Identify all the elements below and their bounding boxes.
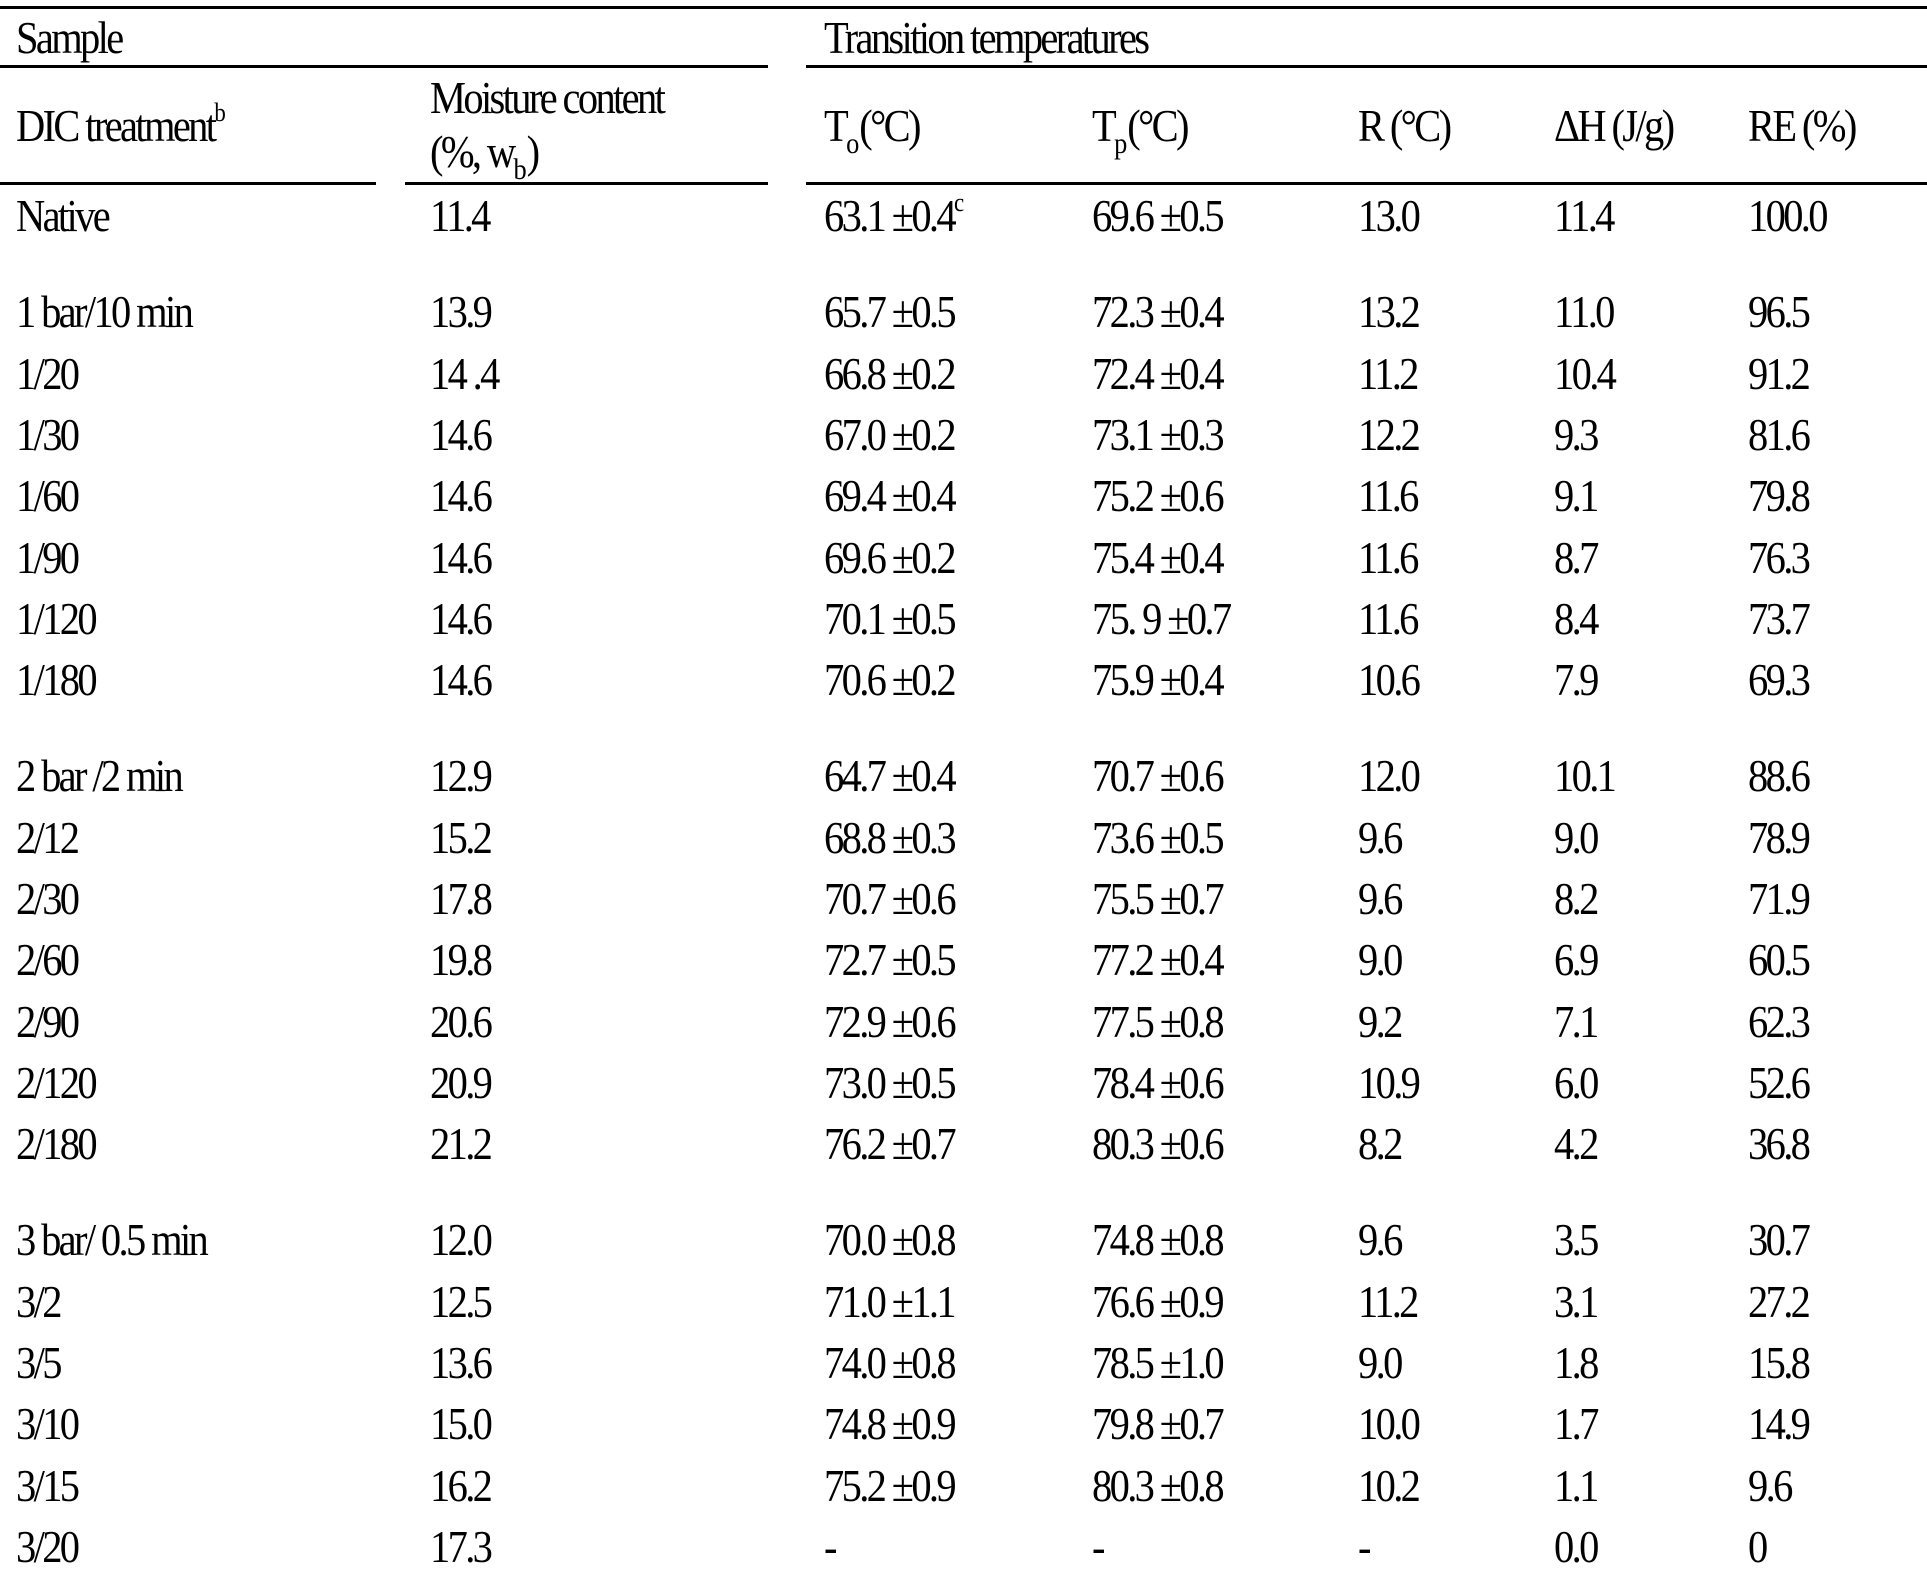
cell-to: 65.7 ±0.5 xyxy=(824,286,955,337)
cell-dh: 0.0 xyxy=(1554,1521,1597,1572)
cell-re: 0 xyxy=(1748,1521,1766,1572)
col-header-dic-treatment xyxy=(16,100,226,152)
cell-re: 78.9 xyxy=(1748,812,1809,863)
cell-to: 73.0 ±0.5 xyxy=(824,1057,955,1108)
cell-re: 62.3 xyxy=(1748,996,1809,1047)
cell-re: 27.2 xyxy=(1748,1276,1809,1327)
footnote-c: c xyxy=(954,188,965,217)
cell-to: 69.4 ±0.4 xyxy=(824,470,955,521)
cell-re: 52.6 xyxy=(1748,1057,1809,1108)
cell-treatment: 2 bar /2 min xyxy=(16,750,182,801)
col-header-moisture-line2: (%, $w_b$) xyxy=(430,126,538,186)
cell-r: - xyxy=(1358,1521,1369,1572)
cell-moisture: 14.6 xyxy=(430,654,491,705)
group-header-sample: Sample xyxy=(16,12,122,63)
cell-r: 8.2 xyxy=(1358,1118,1401,1169)
cell-moisture: 14 .4 xyxy=(430,348,498,399)
cell-re: 73.7 xyxy=(1748,593,1809,644)
cell-dh: 3.5 xyxy=(1554,1214,1597,1265)
cell-moisture: 12.5 xyxy=(430,1276,491,1327)
cell-dh: 7.1 xyxy=(1554,996,1597,1047)
cell-tp: 75.9 ±0.4 xyxy=(1092,654,1223,705)
cell-treatment: 2/180 xyxy=(16,1118,96,1169)
cell-tp: 69.6 ±0.5 xyxy=(1092,190,1223,241)
cell-to: 74.0 ±0.8 xyxy=(824,1337,955,1388)
cell-treatment: 1/120 xyxy=(16,593,96,644)
cell-moisture: 17.8 xyxy=(430,873,491,924)
cell-dh: 8.4 xyxy=(1554,593,1597,644)
cell-to: 70.0 ±0.8 xyxy=(824,1214,955,1265)
footnote-b: b xyxy=(214,98,226,127)
col-header-to: $T_o(^\circ C)$ xyxy=(824,100,919,160)
cell-to: 70.1 ±0.5 xyxy=(824,593,955,644)
cell-moisture: 19.8 xyxy=(430,934,491,985)
cell-re: 30.7 xyxy=(1748,1214,1809,1265)
cell-treatment: 1 bar/10 min xyxy=(16,286,192,337)
cell-treatment: 2/90 xyxy=(16,996,78,1047)
cell-tp: 78.5 ±1.0 xyxy=(1092,1337,1223,1388)
cell-re: 88.6 xyxy=(1748,750,1809,801)
cell-treatment: 1/20 xyxy=(16,348,78,399)
cell-r: 11.2 xyxy=(1358,1276,1417,1327)
cell-re: 96.5 xyxy=(1748,286,1809,337)
cell-dh: 4.2 xyxy=(1554,1118,1597,1169)
cell-tp: 77.5 ±0.8 xyxy=(1092,996,1223,1047)
cell-tp: 73.6 ±0.5 xyxy=(1092,812,1223,863)
cell-treatment: 1/90 xyxy=(16,532,78,583)
cell-moisture: 13.6 xyxy=(430,1337,491,1388)
cell-moisture: 21.2 xyxy=(430,1118,491,1169)
cell-to: 71.0 ±1.1 xyxy=(824,1276,955,1327)
cell-moisture: 16.2 xyxy=(430,1460,491,1511)
cell-tp: 75.5 ±0.7 xyxy=(1092,873,1223,924)
cell-r: 12.2 xyxy=(1358,409,1419,460)
cell-tp: 75. 9 ±0.7 xyxy=(1092,593,1230,644)
cell-dh: 9.1 xyxy=(1554,470,1597,521)
cell-to: 67.0 ±0.2 xyxy=(824,409,955,460)
cell-r: 10.0 xyxy=(1358,1398,1419,1449)
cell-moisture: 11.4 xyxy=(430,190,489,241)
cell-dh: 8.2 xyxy=(1554,873,1597,924)
cell-to: 72.9 ±0.6 xyxy=(824,996,955,1047)
col-header-tp: $T_p(^\circ C)$ xyxy=(1092,100,1187,160)
cell-r: 9.6 xyxy=(1358,812,1401,863)
group-header-transition: Transition temperatures xyxy=(824,12,1148,63)
cell-r: 11.6 xyxy=(1358,593,1417,644)
cell-treatment: 3/10 xyxy=(16,1398,78,1449)
cell-moisture: 17.3 xyxy=(430,1521,491,1572)
cell-moisture: 14.6 xyxy=(430,532,491,583)
cell-moisture: 12.0 xyxy=(430,1214,491,1265)
cell-re: 91.2 xyxy=(1748,348,1809,399)
cell-r: 9.6 xyxy=(1358,873,1401,924)
cell-moisture: 12.9 xyxy=(430,750,491,801)
cell-r: 13.2 xyxy=(1358,286,1419,337)
cell-re: 100.0 xyxy=(1748,190,1826,241)
cell-to: 75.2 ±0.9 xyxy=(824,1460,955,1511)
cell-dh: 1.8 xyxy=(1554,1337,1597,1388)
cell-tp: 80.3 ±0.6 xyxy=(1092,1118,1223,1169)
cell-r: 10.9 xyxy=(1358,1057,1419,1108)
cell-tp: 78.4 ±0.6 xyxy=(1092,1057,1223,1108)
cell-re: 79.8 xyxy=(1748,470,1809,521)
cell-moisture: 13.9 xyxy=(430,286,491,337)
col-header-dic-treatment-label: DIC treatment xyxy=(16,100,215,151)
cell-dh: 6.0 xyxy=(1554,1057,1597,1108)
cell-to: 76.2 ±0.7 xyxy=(824,1118,955,1169)
cell-to: 64.7 ±0.4 xyxy=(824,750,955,801)
cell-treatment: 2/60 xyxy=(16,934,78,985)
cell-treatment: 3/2 xyxy=(16,1276,60,1327)
cell-treatment: 3 bar/ 0.5 min xyxy=(16,1214,207,1265)
cell-dh: 10.4 xyxy=(1554,348,1615,399)
cell-tp: 75.4 ±0.4 xyxy=(1092,532,1223,583)
cell-tp: 70.7 ±0.6 xyxy=(1092,750,1223,801)
cell-re: 15.8 xyxy=(1748,1337,1809,1388)
cell-moisture: 20.6 xyxy=(430,996,491,1047)
cell-re: 36.8 xyxy=(1748,1118,1809,1169)
cell-treatment: 2/12 xyxy=(16,812,78,863)
cell-re: 9.6 xyxy=(1748,1460,1791,1511)
cell-dh: 3.1 xyxy=(1554,1276,1597,1327)
col-header-dh: ΔH (J/g) xyxy=(1554,100,1673,151)
cell-dh: 6.9 xyxy=(1554,934,1597,985)
cell-to: 70.7 ±0.6 xyxy=(824,873,955,924)
cell-re: 60.5 xyxy=(1748,934,1809,985)
cell-r: 9.2 xyxy=(1358,996,1401,1047)
transition-group-rule xyxy=(806,65,1927,68)
cell-moisture: 14.6 xyxy=(430,409,491,460)
cell-to: - xyxy=(824,1521,835,1572)
cell-tp: 72.4 ±0.4 xyxy=(1092,348,1223,399)
header-rule-moisture xyxy=(405,182,768,185)
cell-r: 11.6 xyxy=(1358,532,1417,583)
cell-to: 66.8 ±0.2 xyxy=(824,348,955,399)
cell-re: 14.9 xyxy=(1748,1398,1809,1449)
cell-dh: 9.3 xyxy=(1554,409,1597,460)
cell-r: 9.0 xyxy=(1358,934,1401,985)
header-rule-transition xyxy=(806,182,1927,185)
cell-to: 70.6 ±0.2 xyxy=(824,654,955,705)
cell-dh: 8.7 xyxy=(1554,532,1597,583)
cell-dh: 1.7 xyxy=(1554,1398,1597,1449)
cell-treatment: 2/30 xyxy=(16,873,78,924)
cell-tp: 74.8 ±0.8 xyxy=(1092,1214,1223,1265)
cell-treatment: 3/5 xyxy=(16,1337,60,1388)
cell-tp: - xyxy=(1092,1521,1103,1572)
cell-dh: 11.0 xyxy=(1554,286,1613,337)
cell-to: 69.6 ±0.2 xyxy=(824,532,955,583)
cell-to: 68.8 ±0.3 xyxy=(824,812,955,863)
header-rule-treatment xyxy=(0,182,376,185)
cell-r: 11.2 xyxy=(1358,348,1417,399)
top-rule xyxy=(0,6,1927,9)
cell-moisture: 20.9 xyxy=(430,1057,491,1108)
cell-r: 10.6 xyxy=(1358,654,1419,705)
cell-treatment: 1/30 xyxy=(16,409,78,460)
cell-treatment: 1/60 xyxy=(16,470,78,521)
cell-tp: 76.6 ±0.9 xyxy=(1092,1276,1223,1327)
cell-moisture: 14.6 xyxy=(430,470,491,521)
cell-to: 63.1 ±0.4$^c$ xyxy=(824,188,965,241)
cell-tp: 77.2 ±0.4 xyxy=(1092,934,1223,985)
cell-treatment: 1/180 xyxy=(16,654,96,705)
cell-dh: 7.9 xyxy=(1554,654,1597,705)
cell-treatment: Native xyxy=(16,190,109,241)
sample-group-rule xyxy=(0,65,768,68)
cell-r: 13.0 xyxy=(1358,190,1419,241)
cell-treatment: 3/20 xyxy=(16,1521,78,1572)
cell-to: 74.8 ±0.9 xyxy=(824,1398,955,1449)
cell-r: 9.6 xyxy=(1358,1214,1401,1265)
cell-r: 9.0 xyxy=(1358,1337,1401,1388)
cell-moisture: 15.0 xyxy=(430,1398,491,1449)
cell-to: 72.7 ±0.5 xyxy=(824,934,955,985)
cell-tp: 72.3 ±0.4 xyxy=(1092,286,1223,337)
col-header-r: R (°C) xyxy=(1358,100,1450,151)
col-header-re: RE (%) xyxy=(1748,100,1855,151)
col-header-moisture-line1: Moisture content xyxy=(430,72,664,123)
cell-dh: 9.0 xyxy=(1554,812,1597,863)
cell-dh: 10.1 xyxy=(1554,750,1615,801)
cell-moisture: 15.2 xyxy=(430,812,491,863)
cell-dh: 11.4 xyxy=(1554,190,1613,241)
cell-tp: 75.2 ±0.6 xyxy=(1092,470,1223,521)
cell-r: 12.0 xyxy=(1358,750,1419,801)
cell-re: 69.3 xyxy=(1748,654,1809,705)
cell-tp: 80.3 ±0.8 xyxy=(1092,1460,1223,1511)
cell-moisture: 14.6 xyxy=(430,593,491,644)
cell-r: 11.6 xyxy=(1358,470,1417,521)
cell-treatment: 2/120 xyxy=(16,1057,96,1108)
cell-tp: 79.8 ±0.7 xyxy=(1092,1398,1223,1449)
cell-re: 81.6 xyxy=(1748,409,1809,460)
cell-tp: 73.1 ±0.3 xyxy=(1092,409,1223,460)
cell-re: 76.3 xyxy=(1748,532,1809,583)
cell-dh: 1.1 xyxy=(1554,1460,1597,1511)
cell-re: 71.9 xyxy=(1748,873,1809,924)
cell-treatment: 3/15 xyxy=(16,1460,78,1511)
cell-r: 10.2 xyxy=(1358,1460,1419,1511)
